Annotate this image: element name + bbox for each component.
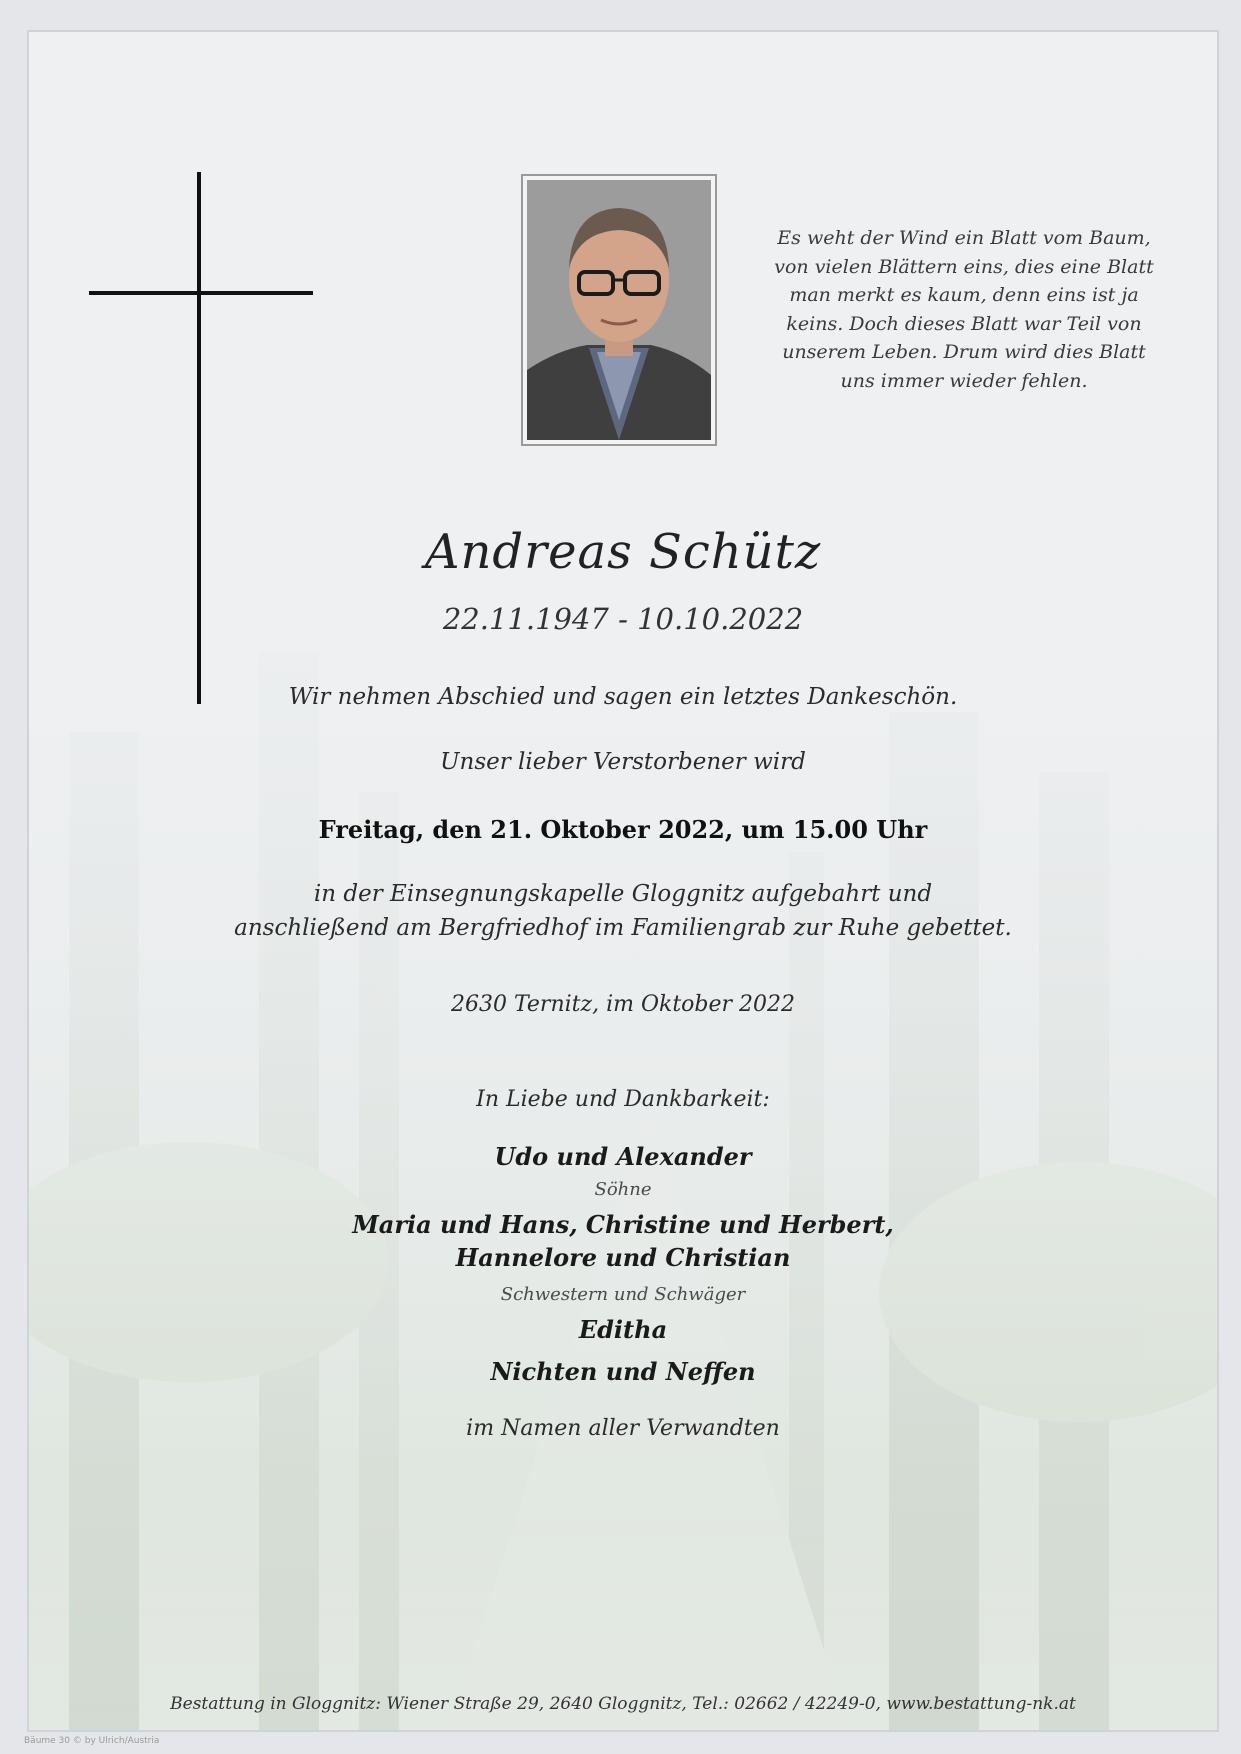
portrait-photo	[521, 174, 717, 446]
poem-line: von vielen Blättern eins, dies eine Blatt	[774, 255, 1154, 278]
poem-line: unserem Leben. Drum wird dies Blatt	[782, 341, 1146, 363]
all-relatives: im Namen aller Verwandten	[466, 1416, 780, 1441]
intro-text: Unser lieber Verstorbener wird	[440, 749, 806, 775]
poem-line: man merkt es kaum, denn eins ist ja	[789, 284, 1139, 306]
nieces-nephews: Nichten und Neffen	[490, 1357, 756, 1386]
place-line: anschließend am Bergfriedhof im Familiengrab zur Ruhe gebettet.	[234, 915, 1012, 941]
sons-names: Udo und Alexander	[494, 1142, 752, 1171]
poem-line: uns immer wieder fehlen.	[840, 369, 1088, 392]
love-heading: In Liebe und Dankbarkeit:	[476, 1087, 770, 1112]
sons-relation: Söhne	[594, 1179, 652, 1200]
image-copyright: Bäume 30 © by Ulrich/Austria	[24, 1736, 160, 1746]
parte-card	[27, 30, 1219, 1732]
poem	[769, 224, 1159, 395]
place-line: in der Einsegnungskapelle Gloggnitz aufgebahrt und	[313, 881, 933, 907]
life-dates: 22.11.1947 - 10.10.2022	[442, 602, 804, 636]
siblings-names-line2: Hannelore und Christian	[455, 1243, 791, 1272]
deceased-name: Andreas Schütz	[424, 524, 822, 580]
farewell-text: Wir nehmen Abschied und sagen ein letztes Dankeschön.	[288, 684, 958, 710]
poem-line: keins. Doch dieses Blatt war Teil von	[786, 312, 1142, 335]
mourner-editha: Editha	[578, 1315, 668, 1344]
siblings-relation: Schwestern und Schwäger	[500, 1284, 746, 1305]
ceremony-datetime: Freitag, den 21. Oktober 2022, um 15.00 Uhr	[318, 815, 928, 844]
funeral-home-footer: Bestattung in Gloggnitz: Wiener Straße 29, 2640 Gloggnitz, Tel.: 02662 / 42249-0, www.bestattung-nk.at	[170, 1694, 1076, 1714]
poem-line: Es weht der Wind ein Blatt vom Baum,	[777, 227, 1151, 249]
siblings-names-line1: Maria und Hans, Christine und Herbert,	[352, 1210, 894, 1239]
ceremony-place	[29, 877, 1217, 945]
town-date: 2630 Ternitz, im Oktober 2022	[450, 992, 796, 1017]
